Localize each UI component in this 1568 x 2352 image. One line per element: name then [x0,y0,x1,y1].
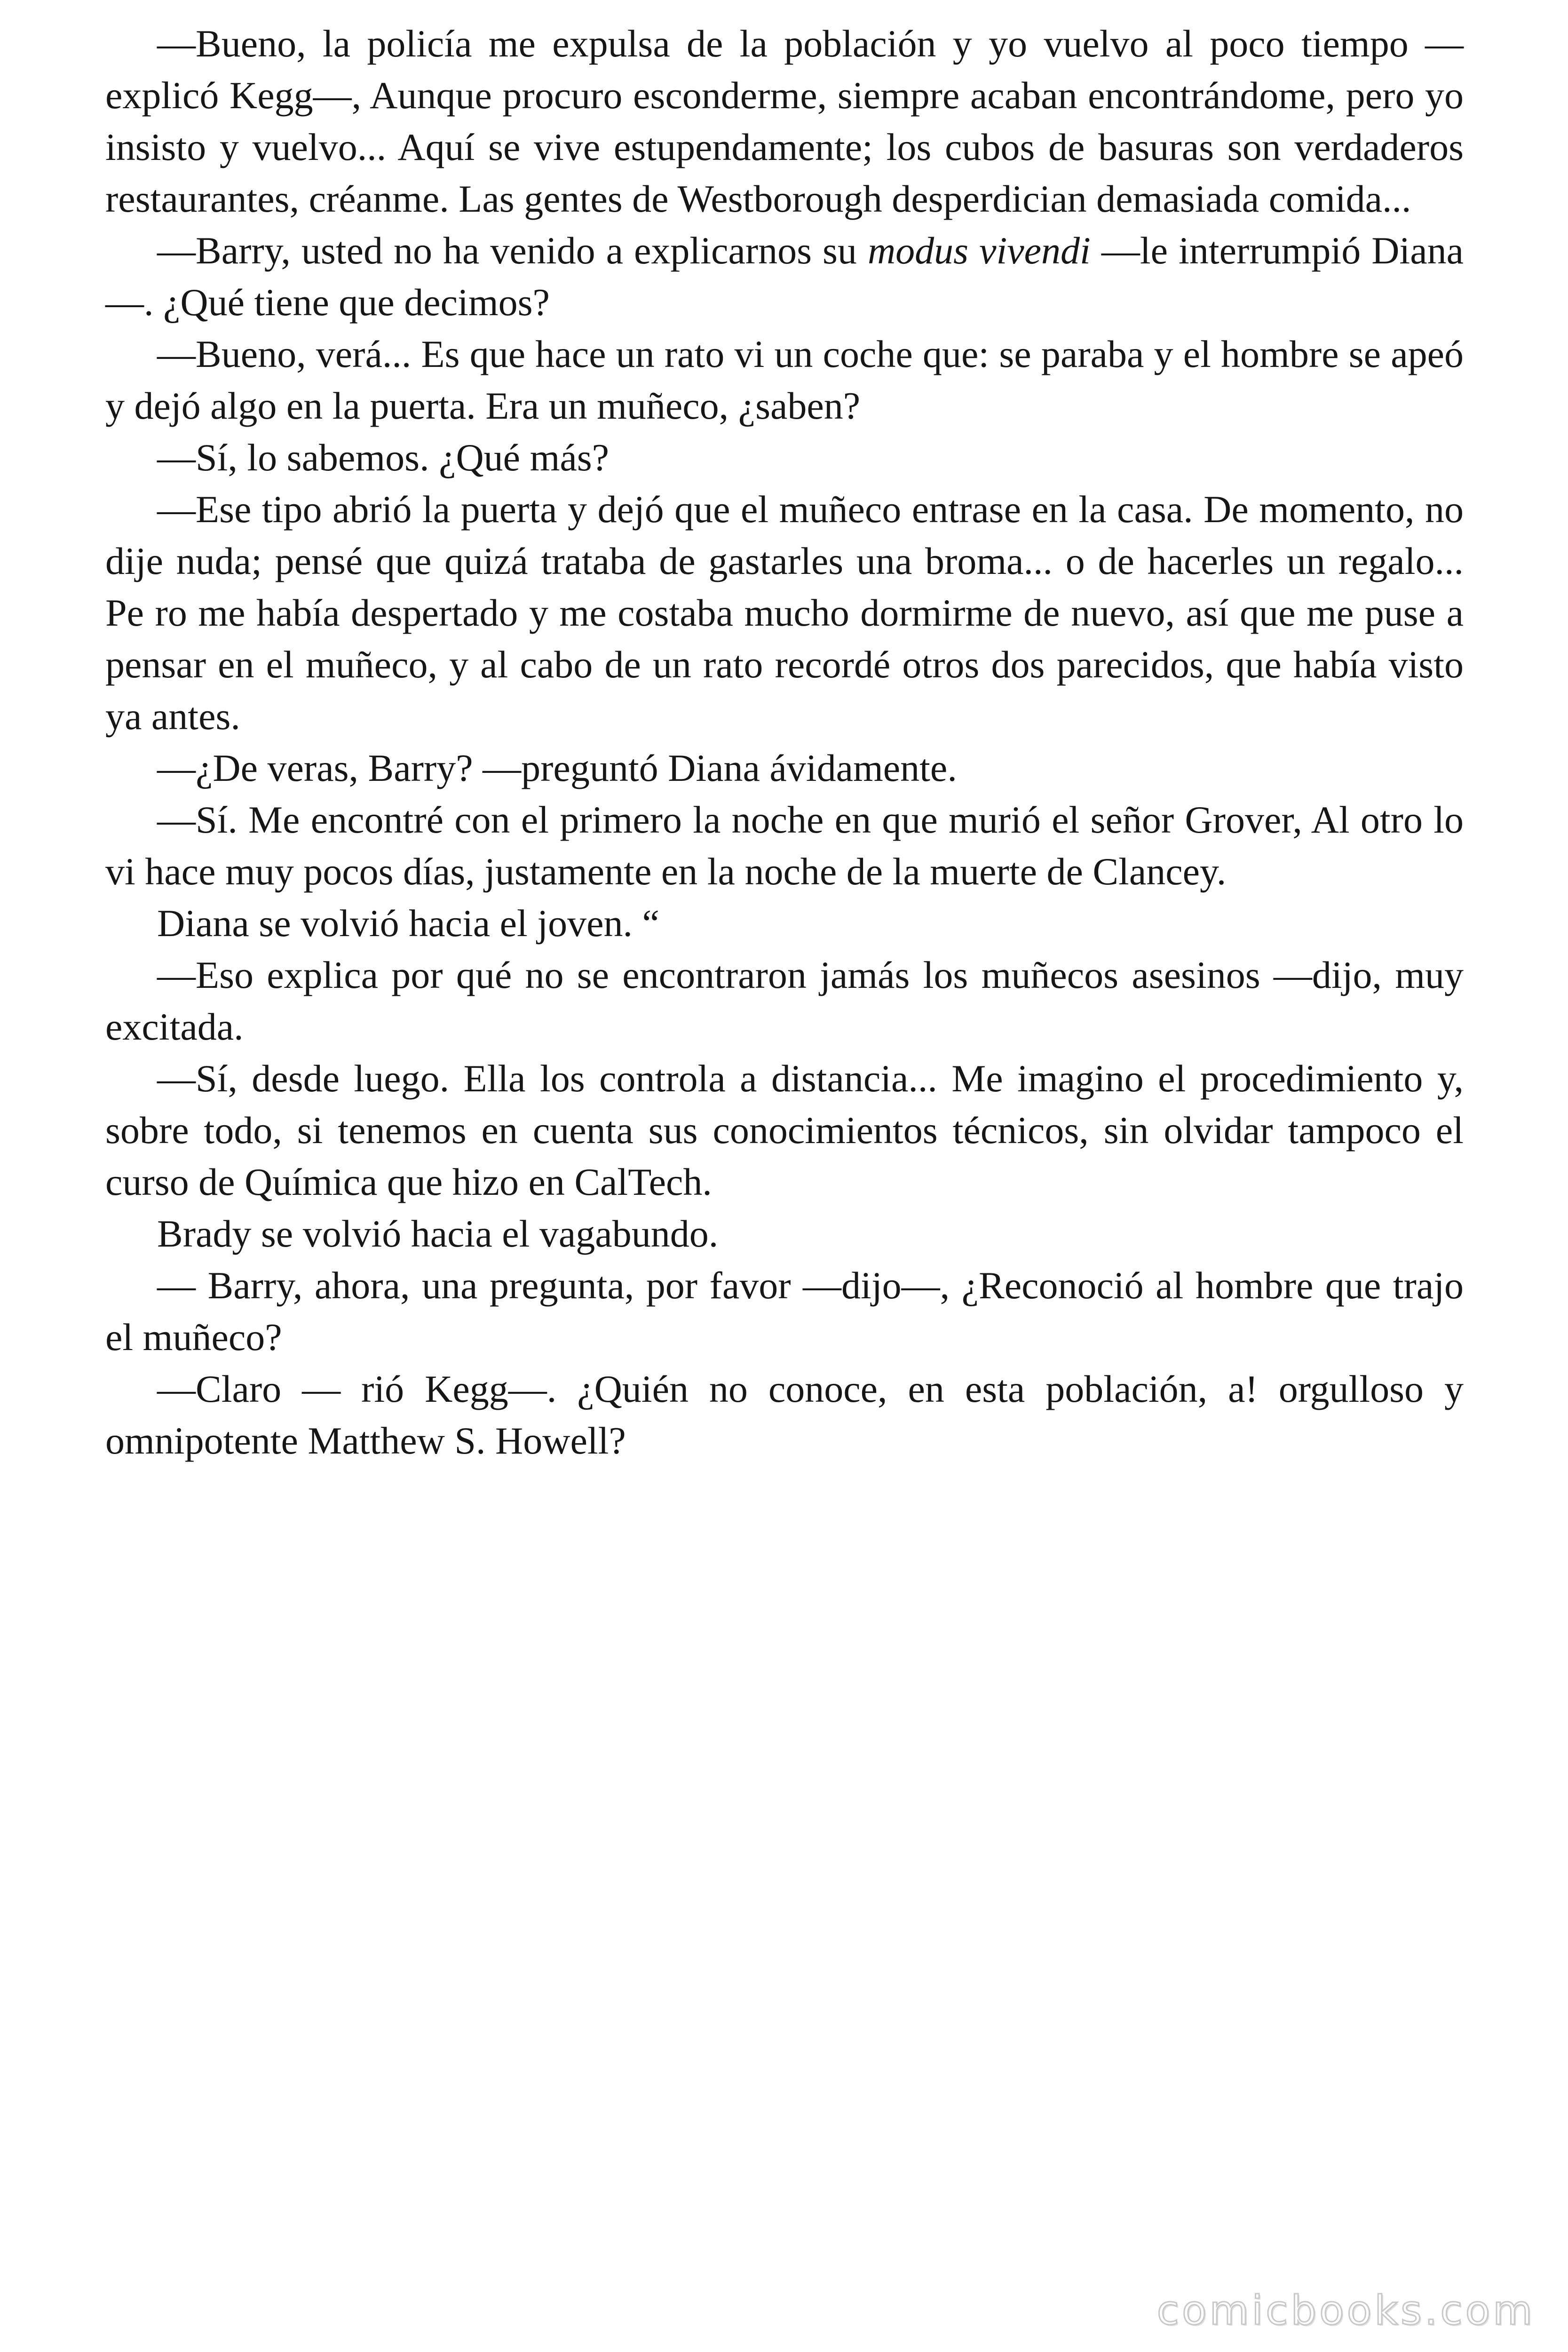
paragraph-8: Diana se volvió hacia el joven. “ [157,902,659,945]
paragraph-10: —Sí, desde luego. Ella los controla a distancia... Me imagino el procedimiento y, sobre todo, si tenemos en cuenta sus conocimientos técnicos, sin olvidar tampoco el curso de Química que hizo en CalTech. [105,1057,1464,1203]
paragraph-11: Brady se volvió hacia el vagabundo. [157,1212,719,1255]
paragraph-12: — Barry, ahora, una pregunta, por favor —dijo—, ¿Reconoció al hombre que trajo el muñeco? [105,1264,1464,1359]
paragraph-2-end: —le interrumpió Diana—. ¿Qué tiene que decimos? [105,229,1464,324]
body-text [105,18,1464,1467]
paragraph-4: —Sí, lo sabemos. ¿Qué más? [157,436,610,479]
paragraph-3: —Bueno, verá... Es que hace un rato vi un coche que: se paraba y el hombre se apeó y dejó algo en la puerta. Era un muñeco, ¿saben? [105,333,1464,427]
paragraph-7: —Sí. Me encontré con el primero la noche en que murió el señor Grover, Al otro lo vi hace muy pocos días, justamente en la noche de la muerte de Clancey. [105,798,1464,893]
paragraph-2-start: —Barry, usted no ha venido a explicarnos su [157,229,868,272]
paragraph-9: —Eso explica por qué no se encontraron jamás los muñecos asesinos —dijo, muy excitada. [105,954,1464,1048]
paragraph-6: —¿De veras, Barry? —preguntó Diana ávidamente. [157,747,957,789]
paragraph-1: —Bueno, la policía me expulsa de la población y yo vuelvo al poco tiempo —explicó Kegg—, Aunque procuro esconderme, siempre acaban encontrándome, pero yo insisto y vuelvo... Aquí se vive estupendamente; los cubos de basuras son verdaderos restaurantes, créanme. Las gentes de Westborough desperdician demasiada comida... [105,22,1464,220]
italic-phrase: modus vivendi [867,229,1091,272]
paragraph-5: —Ese tipo abrió la puerta y dejó que el muñeco entrase en la casa. De momento, no dije nuda; pensé que quizá trataba de gastarles una broma... o de hacerles un regalo... Pe ro me había despertado y me costaba mucho dormirme de nuevo, así que me puse a pensar en el muñeco, y al cabo de un rato recordé otros dos parecidos, que había visto ya antes. [105,488,1464,738]
paragraph-13: —Claro — rió Kegg—. ¿Quién no conoce, en esta población, a! orgulloso y omnipotente Matthew S. Howell? [105,1367,1464,1462]
paragraph-2 [105,225,1464,328]
site-watermark: comicbooks.com [1156,2287,1535,2334]
